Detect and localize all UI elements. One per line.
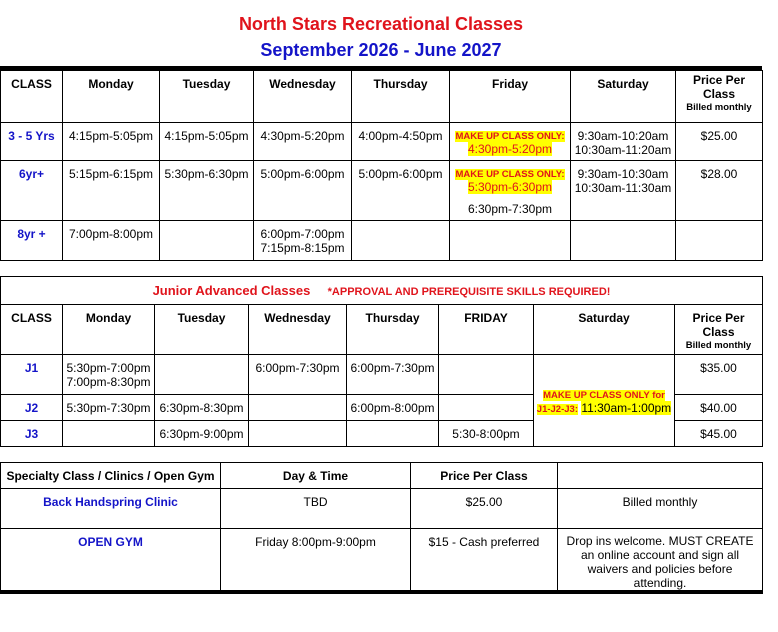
cell-wednesday: 6:00pm-7:30pm <box>249 355 347 395</box>
recreational-schedule-table <box>0 70 763 261</box>
saturday-makeup-cell <box>534 355 675 447</box>
header-saturday: Saturday <box>534 305 675 355</box>
table-row <box>1 529 763 593</box>
table-header-row <box>1 71 763 123</box>
cell-wednesday <box>249 395 347 421</box>
header-specialty: Specialty Class / Clinics / Open Gym <box>1 463 221 489</box>
class-name: 6yr+ <box>1 161 63 221</box>
cell-price: $25.00 <box>411 489 558 529</box>
cell-note: Billed monthly <box>558 489 763 529</box>
cell-day-time: Friday 8:00pm-9:00pm <box>221 529 411 593</box>
table-row <box>1 123 763 161</box>
wednesday-time-1: 6:00pm-7:00pm <box>260 227 345 241</box>
table-row <box>1 161 763 221</box>
header-saturday: Saturday <box>571 71 676 123</box>
cell-monday: 7:00pm-8:00pm <box>63 221 160 261</box>
header-friday: Friday <box>450 71 571 123</box>
table-row <box>1 355 763 395</box>
makeup-time: 4:30pm-5:20pm <box>467 142 553 156</box>
header-tuesday: Tuesday <box>160 71 254 123</box>
header-price <box>676 71 763 123</box>
cell-saturday <box>571 221 676 261</box>
table-header-row <box>1 305 763 355</box>
section-title-row <box>1 277 763 305</box>
header-price: Price Per Class <box>411 463 558 489</box>
cell-tuesday: 6:30pm-8:30pm <box>155 395 249 421</box>
cell-price: $28.00 <box>676 161 763 221</box>
header-thursday: Thursday <box>352 71 450 123</box>
cell-friday <box>450 161 571 221</box>
makeup-label-2: J1-J2-J3: <box>536 403 578 415</box>
cell-wednesday: 5:00pm-6:00pm <box>254 161 352 221</box>
makeup-label: MAKE UP CLASS ONLY: <box>455 169 565 180</box>
cell-monday: 4:15pm-5:05pm <box>63 123 160 161</box>
header-day-time: Day & Time <box>221 463 411 489</box>
header-friday: FRIDAY <box>439 305 534 355</box>
cell-thursday: 4:00pm-4:50pm <box>352 123 450 161</box>
cell-saturday <box>571 161 676 221</box>
friday-extra-time: 6:30pm-7:30pm <box>467 202 553 216</box>
header-price-label: Price Per Class <box>692 311 745 339</box>
cell-tuesday: 6:30pm-9:00pm <box>155 421 249 447</box>
cell-thursday: 5:00pm-6:00pm <box>352 161 450 221</box>
header-notes <box>558 463 763 489</box>
header-price-note: Billed monthly <box>686 102 752 113</box>
junior-advanced-table <box>0 276 763 447</box>
cell-friday: 5:30-8:00pm <box>439 421 534 447</box>
saturday-time-2: 10:30am-11:30am <box>574 181 672 195</box>
cell-price <box>676 221 763 261</box>
header-price-label: Price Per Class <box>692 73 746 101</box>
specialty-name: OPEN GYM <box>1 529 221 593</box>
saturday-time-1: 9:30am-10:20am <box>577 129 669 143</box>
cell-friday <box>439 355 534 395</box>
makeup-time: 11:30am-1:00pm <box>581 400 672 415</box>
cell-saturday <box>571 123 676 161</box>
header-wednesday: Wednesday <box>254 71 352 123</box>
cell-day-time: TBD <box>221 489 411 529</box>
cell-wednesday <box>249 421 347 447</box>
makeup-label: MAKE UP CLASS ONLY: <box>455 131 565 142</box>
monday-time-2: 7:00pm-8:30pm <box>66 375 151 389</box>
class-name: J1 <box>1 355 63 395</box>
header-price-note: Billed monthly <box>685 340 752 351</box>
cell-thursday: 6:00pm-8:00pm <box>347 395 439 421</box>
cell-monday <box>63 421 155 447</box>
cell-note: Drop ins welcome. MUST CREATE an online account and sign all waivers and policies before attending. <box>558 529 763 593</box>
cell-tuesday: 5:30pm-6:30pm <box>160 161 254 221</box>
table-row <box>1 489 763 529</box>
cell-tuesday: 4:15pm-5:05pm <box>160 123 254 161</box>
cell-thursday <box>347 421 439 447</box>
cell-thursday: 6:00pm-7:30pm <box>347 355 439 395</box>
section-title: Junior Advanced Classes <box>152 283 311 298</box>
cell-wednesday <box>254 221 352 261</box>
header-monday: Monday <box>63 305 155 355</box>
cell-friday <box>450 221 571 261</box>
header-thursday: Thursday <box>347 305 439 355</box>
saturday-time-1: 9:30am-10:30am <box>577 167 669 181</box>
header-price <box>675 305 763 355</box>
monday-time-1: 5:30pm-7:00pm <box>66 361 151 375</box>
section-title-cell <box>1 277 763 305</box>
makeup-label: MAKE UP CLASS ONLY for <box>543 389 665 401</box>
cell-price: $40.00 <box>675 395 763 421</box>
cell-price: $15 - Cash preferred <box>411 529 558 593</box>
class-name: J3 <box>1 421 63 447</box>
header-class: CLASS <box>1 305 63 355</box>
header-class: CLASS <box>1 71 63 123</box>
table-header-row <box>1 463 763 489</box>
cell-friday <box>439 395 534 421</box>
page-title: North Stars Recreational Classes <box>238 14 524 34</box>
saturday-time-2: 10:30am-11:20am <box>574 143 672 157</box>
cell-tuesday <box>160 221 254 261</box>
section-note: *APPROVAL AND PREREQUISITE SKILLS REQUIRED! <box>327 286 611 298</box>
cell-monday: 5:15pm-6:15pm <box>63 161 160 221</box>
header-tuesday: Tuesday <box>155 305 249 355</box>
cell-price: $35.00 <box>675 355 763 395</box>
wednesday-time-2: 7:15pm-8:15pm <box>260 241 345 255</box>
makeup-time: 5:30pm-6:30pm <box>467 180 553 194</box>
specialty-table <box>0 462 763 594</box>
cell-thursday <box>352 221 450 261</box>
class-name: J2 <box>1 395 63 421</box>
cell-monday: 5:30pm-7:30pm <box>63 395 155 421</box>
cell-monday <box>63 355 155 395</box>
page-subtitle: September 2026 - June 2027 <box>260 40 502 60</box>
cell-friday <box>450 123 571 161</box>
header-wednesday: Wednesday <box>249 305 347 355</box>
header-monday: Monday <box>63 71 160 123</box>
specialty-name: Back Handspring Clinic <box>1 489 221 529</box>
cell-price: $45.00 <box>675 421 763 447</box>
cell-tuesday <box>155 355 249 395</box>
cell-wednesday: 4:30pm-5:20pm <box>254 123 352 161</box>
table-row <box>1 221 763 261</box>
class-name: 3 - 5 Yrs <box>1 123 63 161</box>
cell-price: $25.00 <box>676 123 763 161</box>
class-name: 8yr + <box>1 221 63 261</box>
